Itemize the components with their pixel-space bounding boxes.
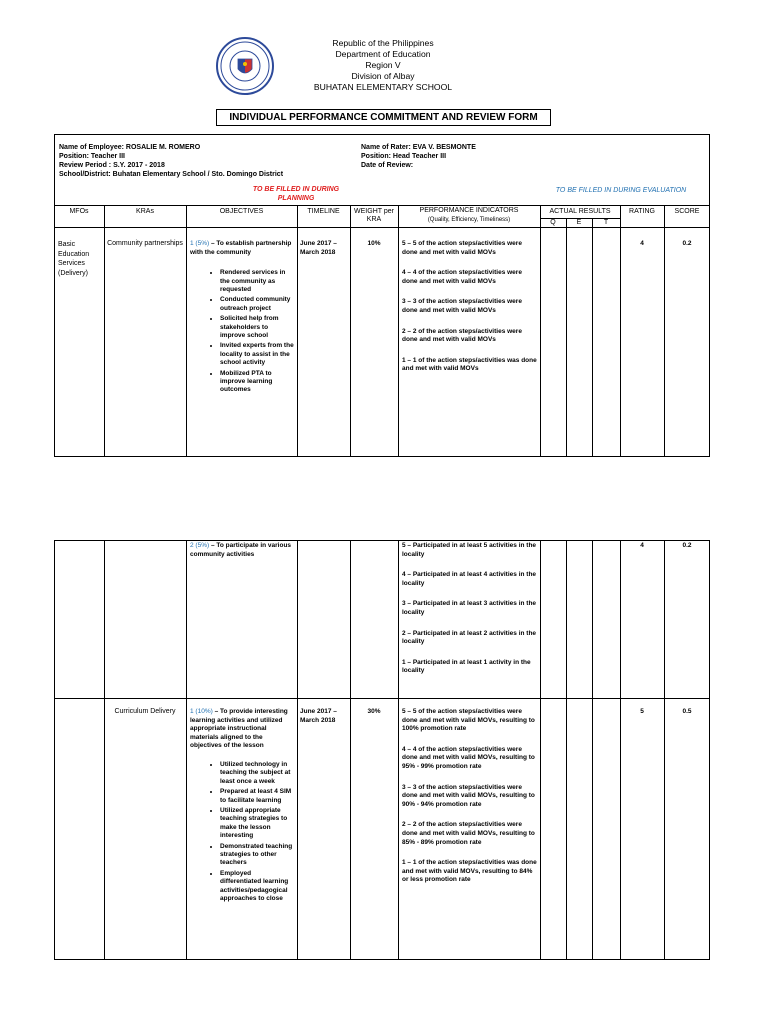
col-pi-subtitle: (Quality, Efficiency, Timeliness) — [427, 217, 511, 223]
header-department: Department of Education — [335, 49, 431, 59]
list-item: 5 – 5 of the action steps/activities were done and met with valid MOVs, resulting to 100% promotion rate — [402, 708, 535, 733]
list-item: 1 – 1 of the action steps/activities was done and met with valid MOVs — [402, 356, 537, 373]
row1-rating: 4 — [640, 240, 644, 247]
list-item: 3 – 3 of the action steps/activities were done and met with valid MOVs, resulting to 90% - 94% promotion rate — [402, 783, 535, 808]
row3-obj-num: 1 (10%) — [190, 708, 213, 715]
col-rating: RATING — [629, 208, 655, 215]
employee-position: Position: Teacher III — [59, 153, 125, 160]
row2-obj-text: – To participate in various community activities — [190, 542, 292, 558]
table-page1 — [54, 134, 710, 457]
list-item: • Demonstrated teaching strategies to other teachers — [220, 843, 294, 868]
list-item: 2 – 2 of the action steps/activities were done and met with valid MOVs, resulting to 85% - 89% promotion rate — [402, 821, 535, 846]
row2-obj-num: 2 (5%) — [190, 542, 210, 549]
list-item: 3 – Participated in at least 3 activities in the locality — [402, 600, 537, 616]
list-item: 5 – Participated in at least 5 activities in the locality — [402, 542, 537, 558]
col-timeline: TIMELINE — [307, 208, 340, 215]
table-page2 — [54, 540, 710, 960]
list-item: 5 – 5 of the action steps/activities were done and met with valid MOVs — [402, 240, 522, 256]
list-item: 4 – 4 of the action steps/activities were done and met with valid MOVs, resulting to 95% - 99% promotion rate — [402, 745, 535, 770]
list-item: 1 – 1 of the action steps/activities was done and met with valid MOVs, resulting to 84% or less promotion rate — [402, 859, 537, 884]
list-item: • Utilized technology in teaching the subject at least once a week — [220, 761, 294, 786]
row1-weight: 10% — [367, 240, 381, 247]
row1-timeline: June 2017 – March 2018 — [300, 240, 337, 256]
row3-score: 0.5 — [682, 708, 692, 715]
list-item: • Utilized appropriate teaching strategies to make the lesson interesting — [220, 807, 294, 841]
evaluation-note: TO BE FILLED IN DURING EVALUATION — [555, 187, 687, 194]
list-item: 3 – 3 of the action steps/activities were done and met with valid MOVs — [402, 298, 522, 314]
review-period: Review Period : S.Y. 2017 - 2018 — [59, 162, 165, 169]
row2-objective — [190, 542, 294, 559]
col-actual-results: ACTUAL RESULTS — [549, 208, 611, 215]
row3-indicators — [402, 708, 537, 897]
deped-seal-logo — [216, 37, 274, 95]
row3-objective — [190, 708, 294, 905]
list-item: • Solicited help from stakeholders to improve school — [220, 315, 294, 340]
review-date: Date of Review: — [361, 162, 414, 169]
list-item: 2 – Participated in at least 2 activities in the locality — [402, 629, 537, 646]
row3-obj-text: – To provide interesting learning activities and utilized appropriate instructional materials aligned to the objectives of the lesson — [190, 708, 288, 750]
list-item: • Conducted community outreach project — [220, 296, 294, 313]
list-item: 4 – 4 of the action steps/activities were done and met with valid MOVs — [402, 269, 522, 285]
row1-obj-num: 1 (5%) — [190, 240, 210, 247]
row3-timeline: June 2017 – March 2018 — [300, 708, 337, 724]
row1-indicators — [402, 240, 537, 386]
rater-position: Position: Head Teacher III — [361, 153, 447, 160]
list-item: 1 – Participated in at least 1 activity in the locality — [402, 658, 531, 675]
col-mfo: MFOs — [69, 208, 89, 215]
header-school: BUHATAN ELEMENTARY SCHOOL — [313, 82, 453, 92]
planning-note: TO BE FILLED IN DURING PLANNING — [252, 186, 340, 202]
list-item: 2 – 2 of the action steps/activities were done and met with valid MOVs — [402, 327, 522, 344]
list-item: • Invited experts from the locality to assist in the school activity — [220, 342, 294, 367]
row1-obj-text: – To establish partnership with the community — [190, 240, 292, 256]
rater-name: Name of Rater: EVA V. BESMONTE — [361, 144, 476, 151]
school-district: School/District: Buhatan Elementary School / Sto. Domingo District — [59, 171, 284, 178]
row2-rating: 4 — [640, 542, 644, 549]
row1-score: 0.2 — [682, 240, 692, 247]
list-item: • Mobilized PTA to improve learning outcomes — [220, 370, 294, 395]
col-performance-indicators: PERFORMANCE INDICATORS — [419, 207, 519, 214]
row3-kra: Curriculum Delivery — [114, 708, 176, 715]
list-item: • Employed differentiated learning activities/pedagogical approaches to close — [220, 870, 294, 904]
list-item: • Rendered services in the community as requested — [220, 269, 294, 294]
row3-weight: 30% — [367, 708, 381, 715]
col-kra: KRAs — [136, 208, 154, 215]
col-objectives: OBJECTIVES — [219, 208, 264, 215]
list-item: 4 – Participated in at least 4 activities in the locality — [402, 571, 537, 587]
col-t: T — [603, 219, 609, 226]
row1-mfo: Basic Education Services (Delivery) — [58, 241, 90, 277]
col-e: E — [576, 219, 582, 226]
header-division: Division of Albay — [351, 71, 415, 81]
header-republic: Republic of the Philippines — [332, 38, 434, 48]
col-weight: WEIGHT per KRA — [354, 208, 394, 224]
form-title: INDIVIDUAL PERFORMANCE COMMITMENT AND REVIEW FORM — [216, 109, 551, 126]
row1-objective — [190, 240, 294, 397]
row2-score: 0.2 — [682, 542, 692, 549]
header-region: Region V — [365, 60, 401, 70]
row1-kra: Community partnerships — [107, 240, 183, 247]
employee-name: Name of Employee: ROSALIE M. ROMERO — [59, 144, 201, 151]
row3-rating: 5 — [640, 708, 644, 715]
col-q: Q — [550, 219, 556, 226]
col-score: SCORE — [674, 208, 700, 215]
list-item: • Prepared at least 4 SIM to facilitate learning — [220, 788, 294, 805]
row2-indicators — [402, 542, 537, 688]
